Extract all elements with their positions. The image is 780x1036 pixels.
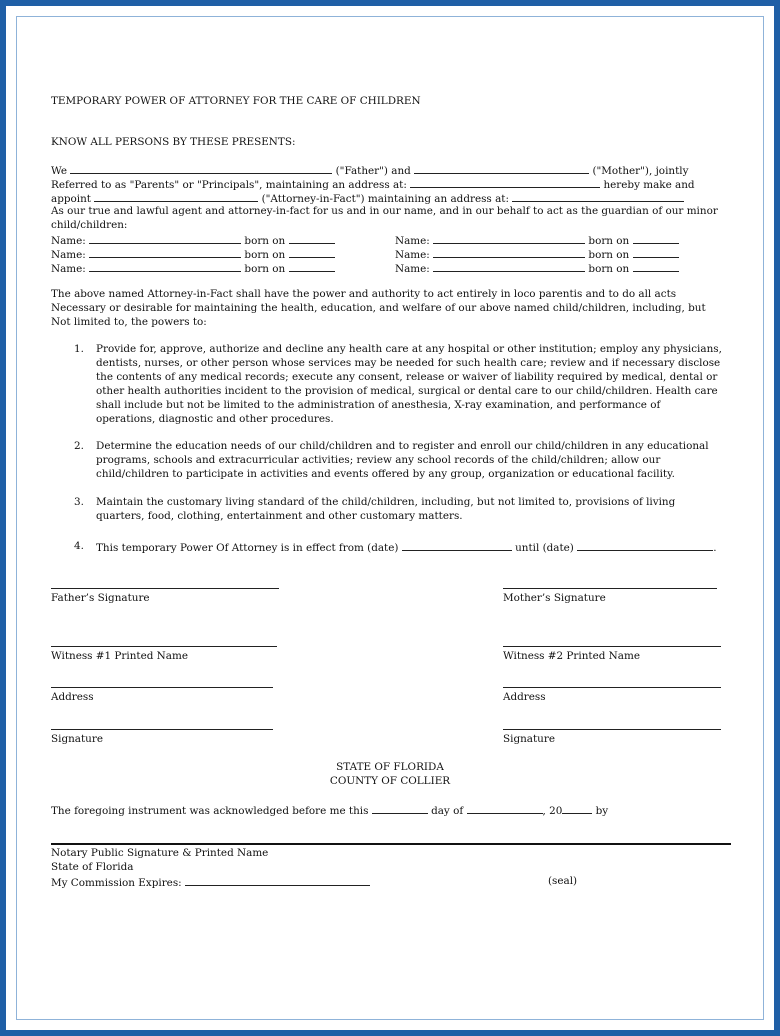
witness2-name-line[interactable] [503, 646, 721, 647]
attorney-name-field[interactable] [94, 190, 258, 202]
born-label: born on [244, 235, 286, 247]
powers-intro-line-2: Necessary or desirable for maintaining the health, education, and welfare of our above named child/children, including, but [51, 302, 706, 314]
father-signature-line[interactable] [51, 588, 279, 589]
child-name-field[interactable] [433, 246, 585, 258]
commission-line [51, 874, 370, 890]
from-date-field[interactable] [402, 539, 512, 551]
list-item-line: programs, schools and extracurricular activities; review any school records of the child/children; allow our [96, 454, 661, 466]
list-item-line: quarters, food, clothing, entertainment and other customary matters. [96, 510, 463, 522]
child-born-field[interactable] [633, 260, 679, 272]
document-title: TEMPORARY POWER OF ATTORNEY FOR THE CARE OF CHILDREN [51, 95, 421, 107]
list-item-line: shall include but not be limited to the administration of anesthesia, X-ray examination, and performance of [96, 399, 661, 411]
ack-day-field[interactable] [372, 802, 428, 814]
notary-divider [51, 843, 731, 845]
attorney-label: ("Attorney-in-Fact") maintaining an address at: [261, 193, 509, 205]
parties-line-5: child/children: [51, 219, 128, 231]
ack-year-field[interactable] [562, 802, 592, 814]
child-row [395, 260, 679, 276]
child-name-field[interactable] [89, 260, 241, 272]
county-heading: COUNTY OF COLLIER [329, 775, 451, 787]
year-prefix-label: , 20 [542, 805, 563, 817]
until-label: until (date) [515, 542, 574, 554]
name-label: Name: [395, 235, 430, 247]
witness2-signature-line[interactable] [503, 729, 721, 730]
witness1-name-line[interactable] [51, 646, 277, 647]
ack-month-field[interactable] [467, 802, 543, 814]
day-of-label: day of [431, 805, 464, 817]
list-item-line: Provide for, approve, authorize and decline any health care at any hospital or other institution; employ any physicians, [96, 343, 722, 355]
list-item-line: dentists, nurses, or other person whose services may be needed for such health care; review and if necessary disclose [96, 357, 721, 369]
list-item-line: child/children to participate in activities and events offered by any group, organization or educational facility. [96, 468, 675, 480]
born-label: born on [588, 263, 630, 275]
child-row [51, 260, 335, 276]
powers-intro-line-1: The above named Attorney-in-Fact shall have the power and authority to act entirely in loco parentis and to do all acts [51, 288, 677, 300]
notary-state-label: State of Florida [51, 861, 134, 873]
child-born-field[interactable] [633, 246, 679, 258]
intro-text: KNOW ALL PERSONS BY THESE PRESENTS: [51, 136, 296, 148]
name-label: Name: [51, 249, 86, 261]
period: . [713, 542, 717, 554]
child-born-field[interactable] [289, 246, 335, 258]
mother-name-field[interactable] [414, 162, 589, 174]
witness1-signature-label: Signature [51, 733, 103, 745]
commission-expires-field[interactable] [185, 874, 370, 886]
by-label: by [595, 805, 609, 817]
name-label: Name: [395, 249, 430, 261]
notary-signature-label: Notary Public Signature & Printed Name [51, 847, 269, 859]
mother-signature-label: Mother’s Signature [503, 592, 606, 604]
born-label: born on [588, 235, 630, 247]
list-item-line: operations, diagnostic and other procedures. [96, 413, 334, 425]
name-label: Name: [395, 263, 430, 275]
list-item-line: the contents of any medical records; execute any consent, release or waiver of liability required by medical, dental or [96, 371, 718, 383]
seal-label: (seal) [548, 875, 578, 887]
witness1-name-label: Witness #1 Printed Name [51, 650, 188, 662]
child-name-field[interactable] [89, 232, 241, 244]
witness2-signature-label: Signature [503, 733, 555, 745]
name-label: Name: [51, 263, 86, 275]
parents-label: Referred to as "Parents" or "Principals", maintaining an address at: [51, 179, 407, 191]
witness1-address-line[interactable] [51, 687, 273, 688]
attorney-address-field[interactable] [512, 190, 684, 202]
witness2-address-label: Address [503, 691, 546, 703]
born-label: born on [588, 249, 630, 261]
child-born-field[interactable] [633, 232, 679, 244]
list-item-text [96, 495, 728, 523]
until-date-field[interactable] [577, 539, 713, 551]
acknowledged-label: The foregoing instrument was acknowledged before me this [51, 805, 369, 817]
child-name-field[interactable] [89, 246, 241, 258]
father-name-field[interactable] [70, 162, 332, 174]
father-signature-label: Father’s Signature [51, 592, 150, 604]
list-item-line: other health authorities incident to the provision of medical, surgical or dental care to our child/children. Health care [96, 385, 718, 397]
name-label: Name: [51, 235, 86, 247]
child-name-field[interactable] [433, 260, 585, 272]
witness1-address-label: Address [51, 691, 94, 703]
mother-label: ("Mother"), jointly [592, 165, 689, 177]
list-item-text [96, 539, 728, 555]
state-heading: STATE OF FLORIDA [336, 761, 444, 773]
list-item-line: Determine the education needs of our child/children and to register and enroll our child/children in any educational [96, 440, 709, 452]
list-item-line: Maintain the customary living standard of the child/children, including, but not limited to, provisions of living [96, 496, 676, 508]
effective-from-label: This temporary Power Of Attorney is in effect from (date) [96, 542, 399, 554]
appoint-label: appoint [51, 193, 91, 205]
child-name-field[interactable] [433, 232, 585, 244]
list-item-text [96, 439, 728, 481]
mother-signature-line[interactable] [503, 588, 717, 589]
we-label: We [51, 165, 67, 177]
powers-intro-line-3: Not limited to, the powers to: [51, 316, 207, 328]
child-born-field[interactable] [289, 260, 335, 272]
acknowledgment-line [51, 802, 608, 818]
hereby-label: hereby make and [603, 179, 695, 191]
commission-label: My Commission Expires: [51, 877, 182, 889]
born-label: born on [244, 249, 286, 261]
parties-line-4: As our true and lawful agent and attorney-in-fact for us and in our name, and in our behalf to act as the guardian of our minor [51, 205, 718, 217]
father-label: ("Father") and [335, 165, 411, 177]
list-item-number: 3. [74, 496, 84, 508]
witness2-address-line[interactable] [503, 687, 721, 688]
child-born-field[interactable] [289, 232, 335, 244]
parents-address-field[interactable] [410, 176, 600, 188]
list-item-text [96, 342, 728, 426]
list-item-number: 1. [74, 343, 84, 355]
witness2-name-label: Witness #2 Printed Name [503, 650, 640, 662]
list-item-number: 4. [74, 540, 84, 552]
born-label: born on [244, 263, 286, 275]
list-item-number: 2. [74, 440, 84, 452]
witness1-signature-line[interactable] [51, 729, 273, 730]
